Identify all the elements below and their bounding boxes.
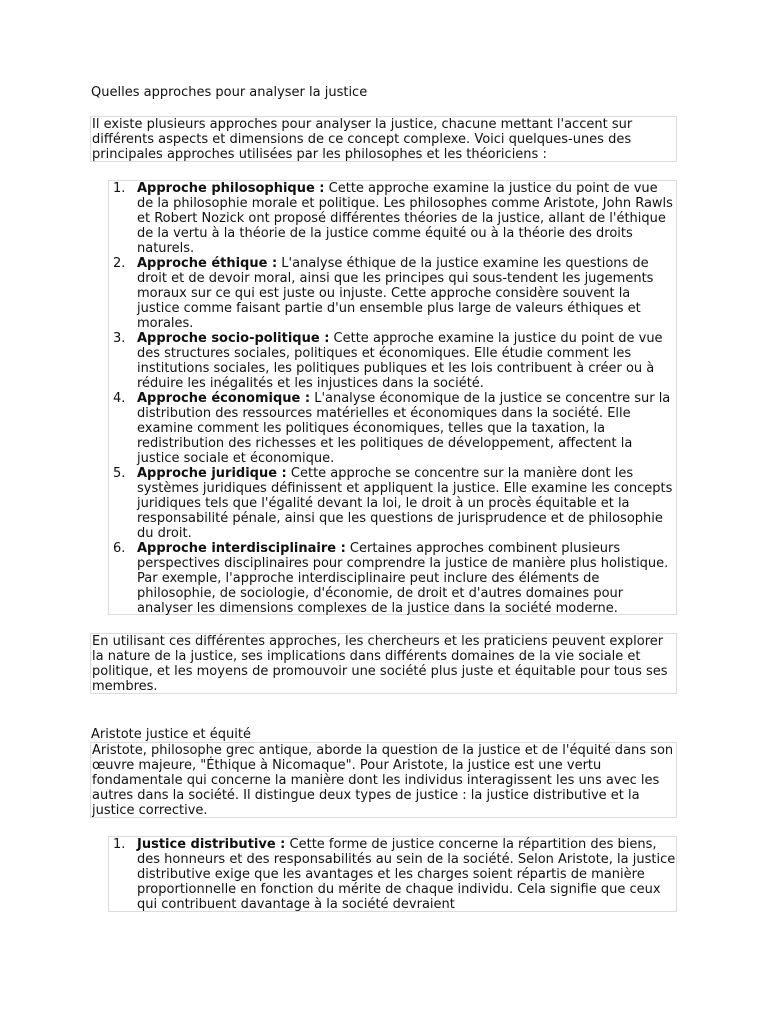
list-item-term: Justice distributive : xyxy=(137,837,286,852)
list-item-number: 5. xyxy=(113,466,126,481)
list-item xyxy=(109,181,676,256)
list-item-number: 1. xyxy=(113,837,126,852)
list-item xyxy=(109,837,676,912)
list-item xyxy=(109,391,676,466)
list-item-number: 6. xyxy=(113,541,126,556)
list-item-text: L'analyse éthique de la justice examine les questions de droit et de devoir moral, ainsi que les principes qui sous-tendent les jugements moraux sur ce qui est juste ou injuste. Cette approche considère souvent la justice comme faisant partie d'un ensemble plus large de valeurs éthiques et morales. xyxy=(137,256,654,331)
list-item-term: Approche éthique : xyxy=(137,256,278,271)
intro-paragraph: Il existe plusieurs approches pour analyser la justice, chacune mettant l'accent sur différents aspects et dimensions de ce concept complexe. Voici quelques-unes des principales approches utilisées par les philosophes et les théoriciens : xyxy=(92,117,633,162)
list-item xyxy=(109,256,676,331)
list-item-number: 1. xyxy=(113,181,126,196)
list-item-text: Certaines approches combinent plusieurs perspectives disciplinaires pour comprendre la justice de manière plus holistique. Par exemple, l'approche interdisciplinaire peut inclure des éléments de philosophie, de sociologie, d'économie, de droit et d'autres domaines pour analyser les dimensions complexes de la justice dans la société moderne. xyxy=(137,541,669,616)
list-item-text: Cette approche examine la justice du point de vue des structures sociales, politiques et économiques. Elle étudie comment les institutions sociales, les politiques publiques et les lois contribuent à créer ou à réduire les inégalités et les injustices dans la société. xyxy=(137,331,663,391)
list-item-text: Cette forme de justice concerne la répartition des biens, des honneurs et des responsabilités au sein de la société. Selon Aristote, la justice distributive exige que les avantages et les charges soient répartis de manière proportionnelle en fonction du mérite de chaque individu. Cela signifie que ceux qui contribuent davantage à la société devraient xyxy=(137,837,676,912)
list-item-text: Cette approche examine la justice du point de vue de la philosophie morale et politique. Les philosophes comme Aristote, John Rawls et Robert Nozick ont proposé différentes théories de la justice, allant de l'éthique de la vertu à la théorie de la justice comme équité ou à la théorie des droits naturels. xyxy=(137,181,673,256)
intro-paragraph-box xyxy=(90,116,677,162)
conclusion-paragraph-box xyxy=(90,633,677,694)
aristote-intro-box xyxy=(90,742,677,818)
list-item-text: Cette approche se concentre sur la manière dont les systèmes juridiques définissent et appliquent la justice. Elle examine les concepts juridiques tels que l'égalité devant la loi, le droit à un procès équitable et la responsabilité pénale, ainsi que les questions de jurisprudence et de philosophie du droit. xyxy=(137,466,673,541)
list-item xyxy=(109,541,676,616)
list-item-term: Approche socio-politique : xyxy=(137,331,330,346)
aristote-list-box xyxy=(108,836,677,912)
aristote-list xyxy=(109,837,676,912)
approaches-list xyxy=(109,181,676,616)
list-item-number: 3. xyxy=(113,331,126,346)
section-title-aristote: Aristote justice et équité xyxy=(91,727,251,742)
list-item-term: Approche interdisciplinaire : xyxy=(137,541,346,556)
list-item-number: 4. xyxy=(113,391,126,406)
list-item-text: L'analyse économique de la justice se concentre sur la distribution des ressources matérielles et économiques dans la société. Elle examine comment les politiques économiques, telles que la taxation, la redistribution des richesses et les politiques de développement, affectent la justice sociale et économique. xyxy=(137,391,671,466)
approaches-list-box xyxy=(108,180,677,615)
list-item-term: Approche juridique : xyxy=(137,466,287,481)
conclusion-paragraph: En utilisant ces différentes approches, les chercheurs et les praticiens peuvent explorer la nature de la justice, ses implications dans différents domaines de la vie sociale et politique, et les moyens de promouvoir une société plus juste et équitable pour tous ses membres. xyxy=(92,634,668,694)
list-item xyxy=(109,466,676,541)
list-item-term: Approche philosophique : xyxy=(137,181,325,196)
list-item xyxy=(109,331,676,391)
section-title-approches: Quelles approches pour analyser la justice xyxy=(91,85,368,100)
aristote-intro-paragraph: Aristote, philosophe grec antique, aborde la question de la justice et de l'équité dans son œuvre majeure, "Éthique à Nicomaque". Pour Aristote, la justice est une vertu fondamentale qui concerne la manière dont les individus interagissent les uns avec les autres dans la société. Il distingue deux types de justice : la justice distributive et la justice corrective. xyxy=(92,743,674,818)
list-item-number: 2. xyxy=(113,256,126,271)
list-item-term: Approche économique : xyxy=(137,391,311,406)
